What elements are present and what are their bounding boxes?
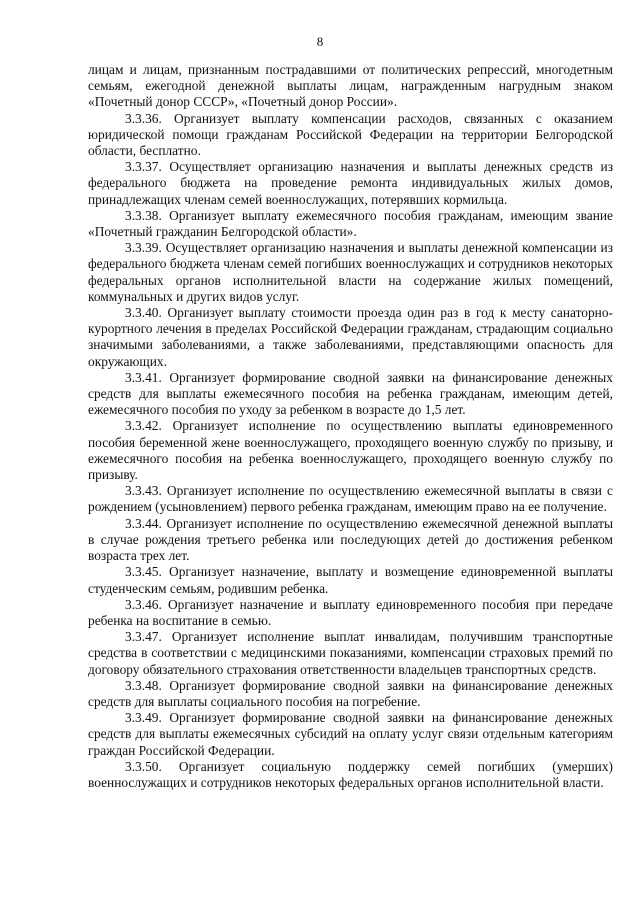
paragraph: 3.3.38. Организует выплату ежемесячного пособия гражданам, имеющим звание «Почетный гражданин Белгородской области». xyxy=(88,207,613,240)
paragraph: 3.3.39. Осуществляет организацию назначения и выплаты денежной компенсации из федерального бюджета членам семей погибших военнослужащих и сотрудников некоторых федеральных органов исполнительной власти на содержание жилых помещений, коммунальных и других видов услуг. xyxy=(88,240,613,304)
paragraph: 3.3.50. Организует социальную поддержку семей погибших (умерших) военнослужащих и сотрудников некоторых федеральных органов исполнительной власти. xyxy=(88,758,613,790)
paragraph: 3.3.45. Организует назначение, выплату и возмещение единовременной выплаты студенческим семьям, родившим ребенка. xyxy=(88,564,613,596)
page-number: 8 xyxy=(316,34,324,49)
paragraph: 3.3.48. Организует формирование сводной заявки на финансирование денежных средств для выплаты социального пособия на погребение. xyxy=(88,677,613,709)
document-body xyxy=(88,62,613,791)
paragraph: 3.3.42. Организует исполнение по осуществлению выплаты единовременного пособия беременной жене военнослужащего, проходящего военную службу по призыву, и ежемесячного пособия на ребенка военнослужащего, проходящего военную службу по призыву. xyxy=(88,418,613,483)
paragraph: 3.3.46. Организует назначение и выплату единовременного пособия при передаче ребенка на воспитание в семью. xyxy=(88,596,613,628)
paragraph: 3.3.36. Организует выплату компенсации расходов, связанных с оказанием юридической помощи гражданам Российской Федерации на территории Белгородской области, бесплатно. xyxy=(88,110,613,159)
paragraph: 3.3.37. Осуществляет организацию назначения и выплаты денежных средств из федерального бюджета на проведение ремонта индивидуальных жилых домов, принадлежащих членам семей военнослужащих, потерявших кормильца. xyxy=(88,159,613,207)
paragraph: 3.3.49. Организует формирование сводной заявки на финансирование денежных средств для выплаты ежемесячных субсидий на оплату услуг связи отдельным категориям граждан Российской Федерации. xyxy=(88,710,613,758)
paragraph: 3.3.41. Организует формирование сводной заявки на финансирование денежных средств для выплаты ежемесячного пособия на ребенка гражданам, имеющим детей, ежемесячного пособия по уходу за ребенком в возрасте до 1,5 лет. xyxy=(88,369,613,418)
paragraph: 3.3.43. Организует исполнение по осуществлению ежемесячной выплаты в связи с рождением (усыновлением) первого ребенка гражданам, имеющим право на ее получение. xyxy=(88,483,613,515)
paragraph: 3.3.40. Организует выплату стоимости проезда один раз в год к месту санаторно-курортного лечения в пределах Российской Федерации гражданам, страдающим социально значимыми заболеваниями, а также заболеваниями, представляющими опасность для окружающих. xyxy=(88,305,613,369)
paragraph: 3.3.44. Организует исполнение по осуществлению ежемесячной денежной выплаты в случае рождения третьего ребенка или последующих детей до достижения ребенком возраста трех лет. xyxy=(88,515,613,564)
paragraph: 3.3.47. Организует исполнение выплат инвалидам, получившим транспортные средства в соответствии с медицинскими показаниями, компенсации страховых премий по договору обязательного страхования ответственности владельцев транспортных средств. xyxy=(88,629,613,677)
paragraph-continuation: лицам и лицам, признанным пострадавшими от политических репрессий, многодетным семьям, ежегодной денежной выплаты лицам, награжденным нагрудным знаком «Почетный донор СССР», «Почетный донор России». xyxy=(88,62,613,110)
